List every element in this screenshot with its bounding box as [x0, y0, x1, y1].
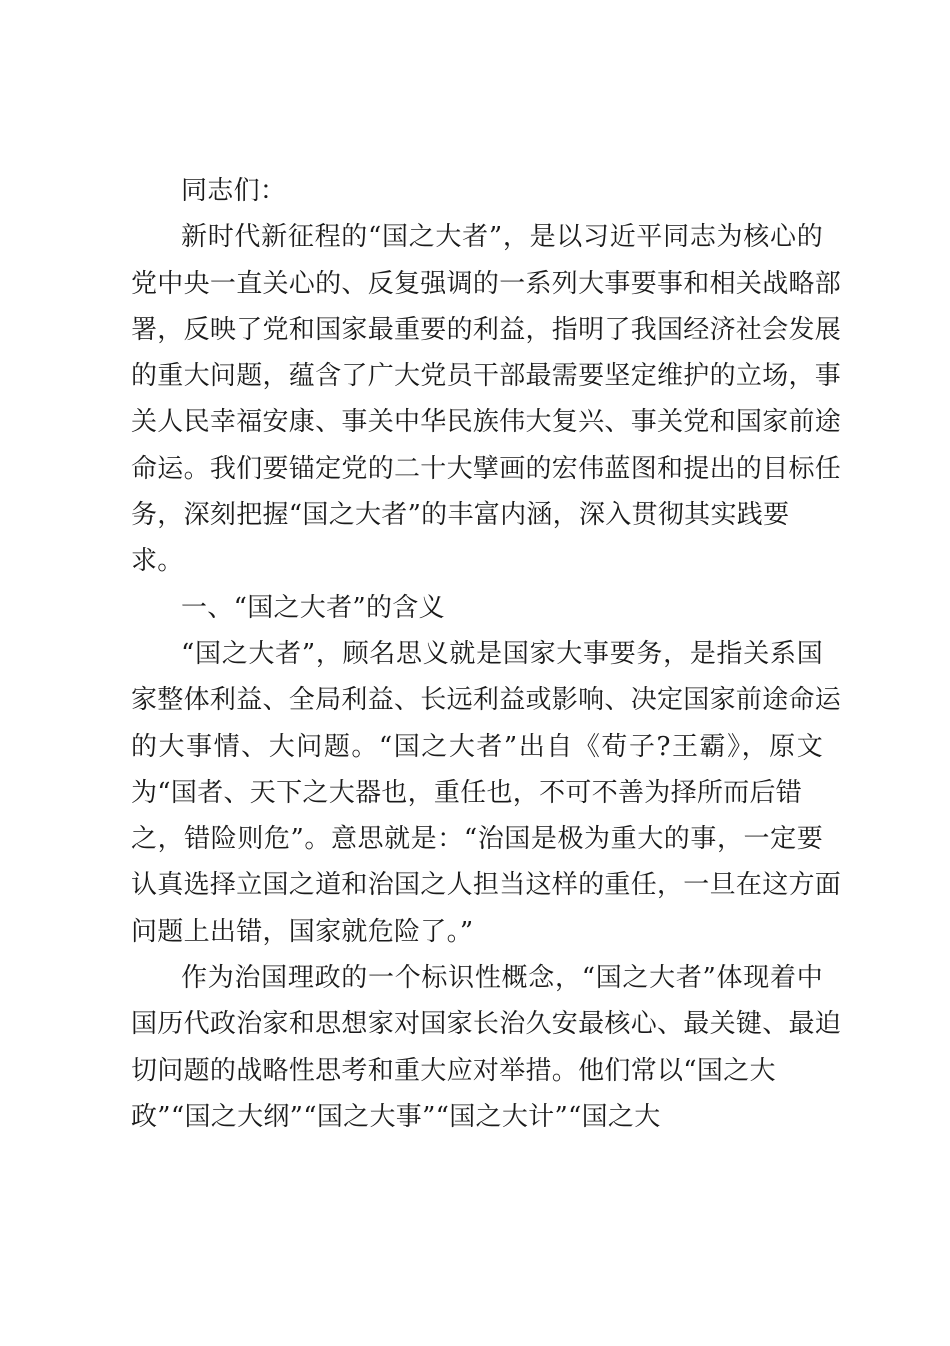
paragraph-1: [131, 214, 842, 584]
paragraph-line: 务，深刻把握“国之大者”的丰富内涵，深入贯彻其实践要: [131, 500, 790, 531]
document-body: [131, 168, 842, 1140]
paragraph-line: 新时代新征程的“国之大者”，是以习近平同志为核心的: [181, 222, 823, 253]
paragraph-line: “国之大者”，顾名思义就是国家大事要务，是指关系国: [181, 638, 823, 669]
paragraph-line: 党中央一直关心的、反复强调的一系列大事要事和相关战略部: [131, 268, 842, 299]
salutation: 同志们：: [181, 176, 287, 206]
paragraph-line: 问题上出错，国家就危险了。”: [131, 916, 474, 947]
paragraph-line: 切问题的战略性思考和重大应对举措。他们常以“国之大: [131, 1055, 776, 1086]
paragraph-line: 为“国者、天下之大器也，重任也，不可不善为择所而后错: [131, 777, 803, 808]
paragraph-line: 求。: [131, 546, 184, 577]
paragraph-3: [131, 955, 842, 1140]
paragraph-2: [131, 631, 842, 955]
paragraph-line: 关人民幸福安康、事关中华民族伟大复兴、事关党和国家前途: [131, 407, 842, 438]
paragraph-line: 的大事情、大问题。“国之大者”出自《荀子?王霸》，原文: [131, 731, 823, 762]
paragraph-line: 之，错险则危”。意思就是：“治国是极为重大的事，一定要: [131, 824, 823, 855]
paragraph-line: 家整体利益、全局利益、长远利益或影响、决定国家前途命运: [131, 685, 842, 716]
paragraph-line: 认真选择立国之道和治国之人担当这样的重任，一旦在这方面: [131, 870, 842, 901]
section-heading: 一、“国之大者”的含义: [181, 592, 445, 623]
paragraph-line: 作为治国理政的一个标识性概念，“国之大者”体现着中: [181, 963, 823, 994]
paragraph-line: 的重大问题，蕴含了广大党员干部最需要坚定维护的立场，事: [131, 361, 842, 392]
paragraph-line: 政”“国之大纲”“国之大事”“国之大计”“国之大: [131, 1101, 661, 1132]
paragraph-line: 命运。我们要锚定党的二十大擘画的宏伟蓝图和提出的目标任: [131, 453, 842, 484]
paragraph-line: 署，反映了党和国家最重要的利益，指明了我国经济社会发展: [131, 314, 842, 345]
paragraph-line: 国历代政治家和思想家对国家长治久安最核心、最关键、最迫: [131, 1009, 842, 1040]
